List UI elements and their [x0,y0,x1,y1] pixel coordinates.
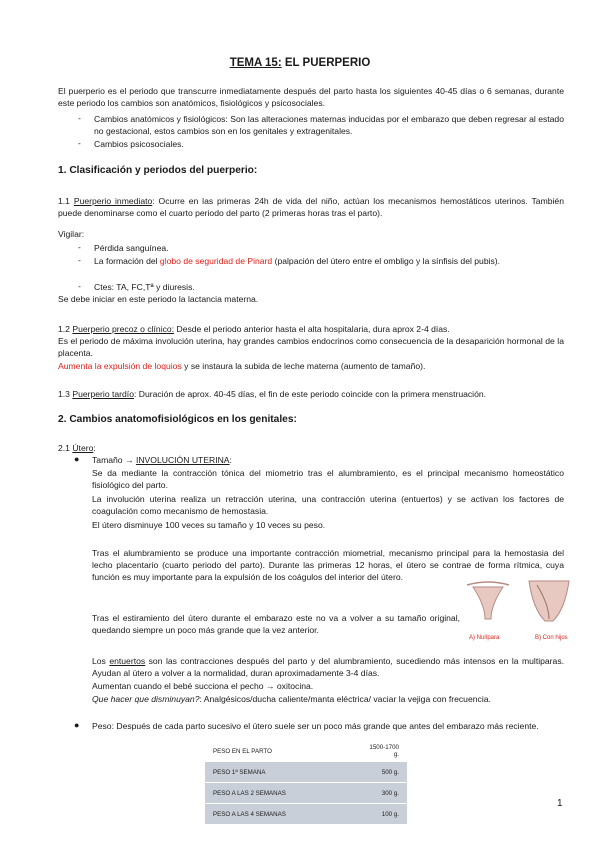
table-cell-value: 1500-1700 g. [369,744,399,758]
entuertos-remedios [92,693,564,705]
table-cell-value: 500 g. [361,762,407,783]
round-bullet: ● [74,454,80,464]
page-number: 1 [557,798,563,809]
periodo-precoz [58,323,564,335]
utero-subheading [58,442,564,454]
text: son las contracciones después del parto y del alumbramiento, sucediendo más intensos en la multiparas. Ayudan al útero a volver a la normalidad, duran aproximadamente 3-4 días. [92,656,564,679]
text: : Ocurre en las primeras 24h de vida del niño, actúan los mecanismos hemostáticos uterinos. También puede denominarse como el cuarto periodo del parto (2 primeras horas tras el parto). [58,196,564,219]
term: entuertos [109,656,146,666]
text: y se instaura la subida de leche materna (aumento de tamaño). [181,361,426,371]
uterus-a-top [467,582,509,585]
uterus-diagram-svg [463,575,583,645]
table-cell-label: PESO 1ª SEMANA [205,762,361,783]
round-bullet: ● [74,720,80,730]
vigilar-label: Vigilar: [58,229,85,239]
intro-paragraph: El puerperio es el periodo que transcurre inmediatamente después del parto hasta los siguientes 40-45 días o 6 semanas, durante este periodo los cambios son anatómicos, fisiológicos y psicosociales. [58,86,564,109]
red-text: Aumenta la expulsión de loquios [58,361,182,371]
num: 1.2 [58,324,70,334]
label-con-hijos: B) Con hijos [535,635,568,641]
text: (palpación del útero entre el ombligo y la sínfisis del pubis). [272,256,501,266]
loquios-line [58,360,564,372]
table-cell-label: PESO EN EL PARTO [213,747,272,755]
text: Desde el periodo anterior hasta el alta hospitalaria, dura aprox 2-4 días. [174,324,450,334]
uterus-a-shape [473,587,503,619]
entuertos-oxitocina: Aumentan cuando el bebé succiona el pecho → oxitocina. [92,681,314,691]
term: INVOLUCIÓN UTERINA [135,455,230,465]
num: 2.1 [58,443,70,453]
uterus-illustration [463,575,583,645]
periodo-inmediato [58,195,564,219]
vigilar-item-2 [94,255,564,267]
dash-bullet: - [78,242,81,252]
table-row [205,804,407,825]
term: Puerperio precoz o clínico: [72,324,175,334]
peso-paragraph [92,720,564,732]
entuertos-p [92,655,564,679]
italic-question: Que hacer que disminuyan? [92,694,200,704]
table-cell-value: 100 g. [361,804,407,825]
page-title [0,57,600,69]
title-rest: EL PUERPERIO [281,57,371,69]
periodo-precoz-detail: Es el periodo de máxima involución uterina, hay grandes cambios endocrinos como consecuencia de la desaparición hormonal de la placenta. [58,336,564,359]
dash-bullet: - [78,138,81,148]
tamano-p5: Tras el estiramiento del útero durante el embarazo este no va a volver a su tamaño original, quedando siempre un poco más grande que la vez anterior. [92,613,460,636]
dash-bullet: - [78,113,81,123]
colon: : [229,455,232,465]
periodo-tardio [58,388,564,400]
weight-table [205,741,407,824]
text: : Después de cada parto sucesivo el útero suele ser un poco más grande que antes del embarazo más reciente. [111,721,539,731]
tamano-p1: Se da mediante la contracción tónica del miometrio tras el alumbramiento, es el principal mecanismo homeostático fisiológico del parto. [92,468,564,491]
dash-bullet: - [78,281,81,291]
text: : Duración de aprox. 40-45 días, el fin de este periodo coincide con la primera menstruación. [133,389,487,399]
table-cell-label: PESO A LAS 2 SEMANAS [205,783,361,804]
vigilar-item-3: Ctes: TA, FC,Tª y diuresis. [94,282,195,292]
intro-item-2: Cambios psicosociales. [94,139,184,149]
section-heading-2: 2. Cambios anatomofisiológicos en los genitales: [58,414,297,425]
text: Los [92,656,110,666]
table-cell-value: 300 g. [361,783,407,804]
dash-bullet: - [78,255,81,265]
num: 1.1 [58,196,70,206]
intro-item-1: Cambios anatómicos y fisiológicos: Son las alteraciones maternas inducidas por el embarazo que deben regresar al estado no gestacional, estos cambios son en los genitales y extragenitales. [94,114,564,137]
term: Puerperio inmediato [73,196,153,206]
text: La formación del [94,256,160,266]
term: Puerperio tardío [72,389,134,399]
lactancia-text: Se debe iniciar en este periodo la lactancia materna. [58,294,259,304]
table-row [205,783,407,804]
table-cell-label: PESO A LAS 4 SEMANAS [205,804,361,825]
tamano-p4: Tras el alumbramiento se produce una importante contracción miometrial, mecanismo principal para la hemostasia del lecho placentario (cuarto periodo del parto). Durante las primeras 12 horas, el útero se contrae de forma rítmica, cuya función es muy importante para la expulsión de los coágulos del interior del útero. [92,548,564,583]
label-nulipara: A) Nulípara [469,635,500,641]
table-row [205,762,407,783]
num: 1.3 [58,389,70,399]
red-text: globo de seguridad de Pinard [159,256,273,266]
term: Peso [92,721,112,731]
section-heading-1: 1. Clasificación y periodos del puerperio: [58,165,258,176]
term: Útero [72,443,94,453]
tamano-p2: La involución uterina realiza un retracción uterina, una contracción uterina (entuertos) y se activan los factores de coagulación como mecanismo de hemostasia. [92,494,564,517]
tamano-p3: El útero disminuye 100 veces su tamaño y 10 veces su peso. [92,520,326,530]
vigilar-item-1: Pérdida sanguínea. [94,243,169,253]
table-row [205,741,407,762]
colon: : [93,443,96,453]
title-prefix: TEMA 15: [229,57,282,69]
text: : Analgésicos/ducha caliente/manta eléctrica/ vaciar la vejiga con frecuencia. [199,694,491,704]
tamano-label [92,454,564,466]
text: Tamaño → [92,455,136,465]
